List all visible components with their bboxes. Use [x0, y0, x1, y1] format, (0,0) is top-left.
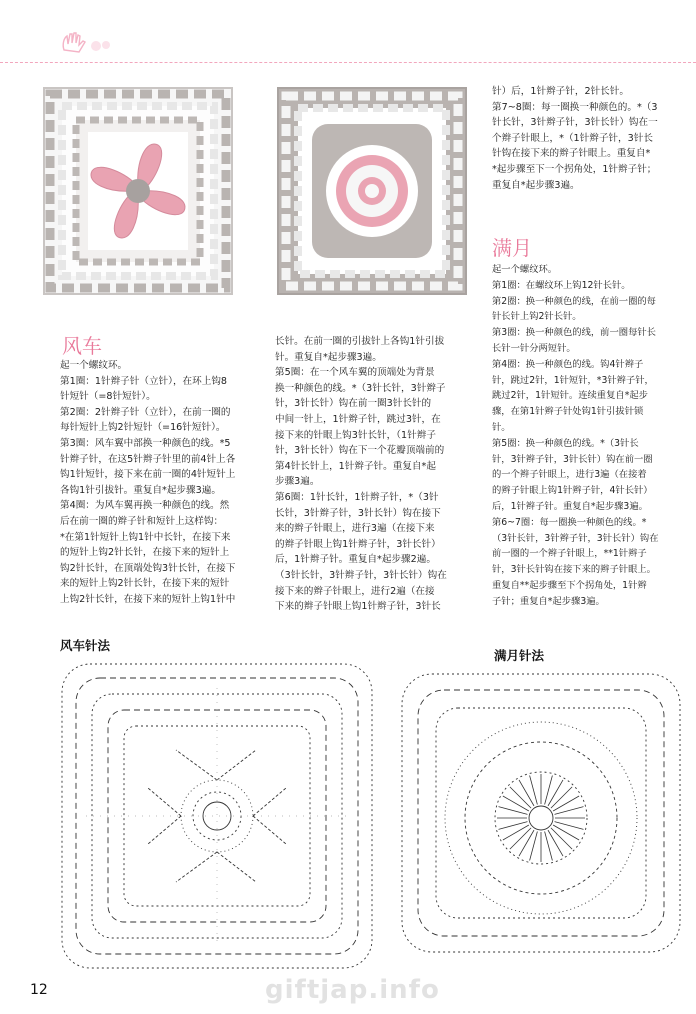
windmill-square-photo [40, 84, 236, 298]
text-line: （3针长针，3针辫子针，3针长针）钩在 [275, 569, 447, 581]
text-line: 第5圈：在一个风车翼的顶端处为背景 [275, 367, 435, 379]
stitch-spoke [551, 828, 572, 849]
text-line: （3针长针，3针辫子针，3针长针）钩在 [492, 532, 659, 544]
text-line: 后，1针辫子针。重复自*起步骤2遍。 [275, 554, 436, 566]
text-line: 上钩2针长针，在接下来的短针上钩1针中 [60, 593, 236, 605]
text-line: 第1圈：在螺纹环上钩12针长针。 [492, 279, 631, 291]
header-divider [0, 62, 696, 63]
text-line: 骤，在第1针辫子针处钩1针引拔针锁 [492, 406, 644, 418]
stitch-spoke [551, 787, 572, 808]
text-line: 跳过2针，1针短针。连续重复自*起步 [492, 390, 648, 402]
text-line: 针长针，3针辫子针，3针长针）钩在一 [492, 117, 658, 129]
text-line: 钩1针短针，接下来在前一圈的4针短针上 [60, 469, 236, 481]
full-moon-stitch-chart [396, 668, 686, 958]
full-moon-chart-title: 满月针法 [494, 648, 545, 663]
text-line: 长针，3针辫子针，3针长针）钩在接下 [275, 507, 441, 519]
hand-icon [58, 30, 118, 56]
windmill-chart-title: 风车针法 [60, 638, 111, 653]
text-line: 第5圈：换一种颜色的线。*（3针长 [492, 437, 639, 449]
text-line: 的一个辫子针眼上，进行3遍（在接着 [492, 469, 647, 481]
text-line: *在第1针短针上钩1针中长针，在接下来 [60, 531, 231, 543]
text-line: *起步骤至下一个拐角处，1针辫子针； [492, 163, 657, 175]
windmill-instructions [60, 358, 270, 608]
text-line: 第3圈：换一种颜色的线，前一圈每针长 [492, 327, 656, 339]
text-line: 的辫子针眼上钩1针辫子针，4针长针） [492, 485, 653, 497]
text-line: 第6圈：1针长针，1针辫子针，*（3针 [275, 491, 439, 503]
windmill-title: 风车 [62, 334, 102, 358]
text-line: 后在前一圈的辫子针和短针上这样钩： [60, 515, 224, 527]
text-line: 针长针上钩2针长针。 [492, 311, 582, 323]
text-line: 下来的辫子针眼上钩1针辫子针，3针长 [275, 601, 441, 613]
text-line: 针。 [492, 421, 511, 433]
text-line: 第2圈：换一种颜色的线，在前一圈的每 [492, 295, 656, 307]
text-line: 个辫子针眼上，*（1针辫子针，3针长 [492, 132, 653, 144]
text-line: 的辫子针眼上钩1针辫子针，3针长针） [275, 538, 441, 550]
text-line: 接下来的针眼上钩3针长针，（1针辫子 [275, 429, 436, 441]
text-line: 起一个螺纹环。 [60, 360, 128, 371]
windmill-stitch-chart [56, 658, 378, 974]
text-line: 各钩1针引拔针。重复自*起步骤3遍。 [60, 484, 221, 496]
text-line: 针，3针长针钩在接下来的辫子针眼上。 [492, 564, 656, 576]
text-line: 针）后，1针辫子针，2针长针。 [492, 86, 629, 97]
text-line: 针，跳过2针，1针短针，*3针辫子针， [492, 374, 654, 386]
full-moon-instructions [492, 262, 686, 610]
text-line: 重复自**起步骤至下个拐角处，1针辫 [492, 579, 647, 591]
text-line: 第4圈：为风车翼再换一种颜色的线。然 [60, 500, 230, 512]
text-line: 步骤3遍。 [275, 476, 320, 488]
text-line: 针辫子针，在这5针辫子针里的前4针上各 [60, 453, 236, 465]
text-line: 第4圈：换一种颜色的线。钩4针辫子 [492, 358, 644, 370]
text-line: 针，3针长针）钩在下一个花瓣顶端前的 [275, 445, 445, 457]
text-line: 第6~7圈：每一圈换一种颜色的线。* [492, 516, 647, 528]
text-line: 第3圈：风车翼中部换一种颜色的线。*5 [60, 437, 231, 449]
text-line: 钩2针长针，在顶端处钩3针长针，在接下 [60, 562, 236, 574]
text-line: 针钩在接下来的辫子针眼上。重复自* [492, 148, 651, 160]
text-line: 针短针（=8针短针）。 [60, 391, 156, 403]
text-line: 长针一针分两短针。 [492, 342, 576, 354]
windmill-instructions-end [492, 84, 686, 193]
text-line: 的短针上钩2针长针，在接下来的短针上 [60, 547, 230, 559]
text-line: 换一种颜色的线。*（3针长针，3针辫子 [275, 382, 446, 394]
text-line: 长针。在前一圈的引拔针上各钩1针引拔 [275, 336, 445, 347]
text-line: 起一个螺纹环。 [492, 264, 558, 275]
windmill-instructions-continued [275, 334, 479, 615]
text-line: 第7~8圈：每一圈换一种颜色的。*（3 [492, 101, 658, 113]
text-line: 每针短针上钩2针短针（=16针短针）。 [60, 422, 226, 434]
text-line: 第2圈：2针辫子针（立针），在前一圈的 [60, 406, 231, 418]
text-line: 针，3针长针）钩在前一圈3针长针的 [275, 398, 432, 410]
text-line: 第4针长针上，1针辫子针。重复自*起 [275, 460, 436, 472]
text-line: 后，1针辫子针。重复自*起步骤3遍。 [492, 500, 648, 512]
text-line: 针。重复自*起步骤3遍。 [275, 351, 382, 363]
full-moon-title: 满月 [492, 236, 532, 260]
text-line: 子针；重复自*起步骤3遍。 [492, 595, 605, 607]
full-moon-square-photo [274, 84, 470, 298]
text-line: 针，3针辫子针，3针长针）钩在前一圈 [492, 453, 653, 465]
text-line: 来的辫子针眼上，进行3遍（在接下来 [275, 523, 435, 535]
text-line: 接下来的辫子针眼上，进行2遍（在接 [275, 585, 435, 597]
stitch-spoke [510, 828, 531, 849]
page-number: 12 [30, 982, 48, 998]
text-line: 来的短针上钩2针长针，在接下来的短针 [60, 578, 230, 590]
watermark: giftjap.info [265, 975, 440, 1005]
text-line: 重复自*起步骤3遍。 [492, 179, 580, 191]
stitch-spoke [510, 787, 531, 808]
text-line: 第1圈：1针辫子针（立针），在环上钩8 [60, 375, 228, 387]
text-line: 中间一针上，1针辫子针，跳过3针，在 [275, 413, 441, 425]
text-line: 前一圈的一个辫子针眼上，**1针辫子 [492, 548, 647, 560]
